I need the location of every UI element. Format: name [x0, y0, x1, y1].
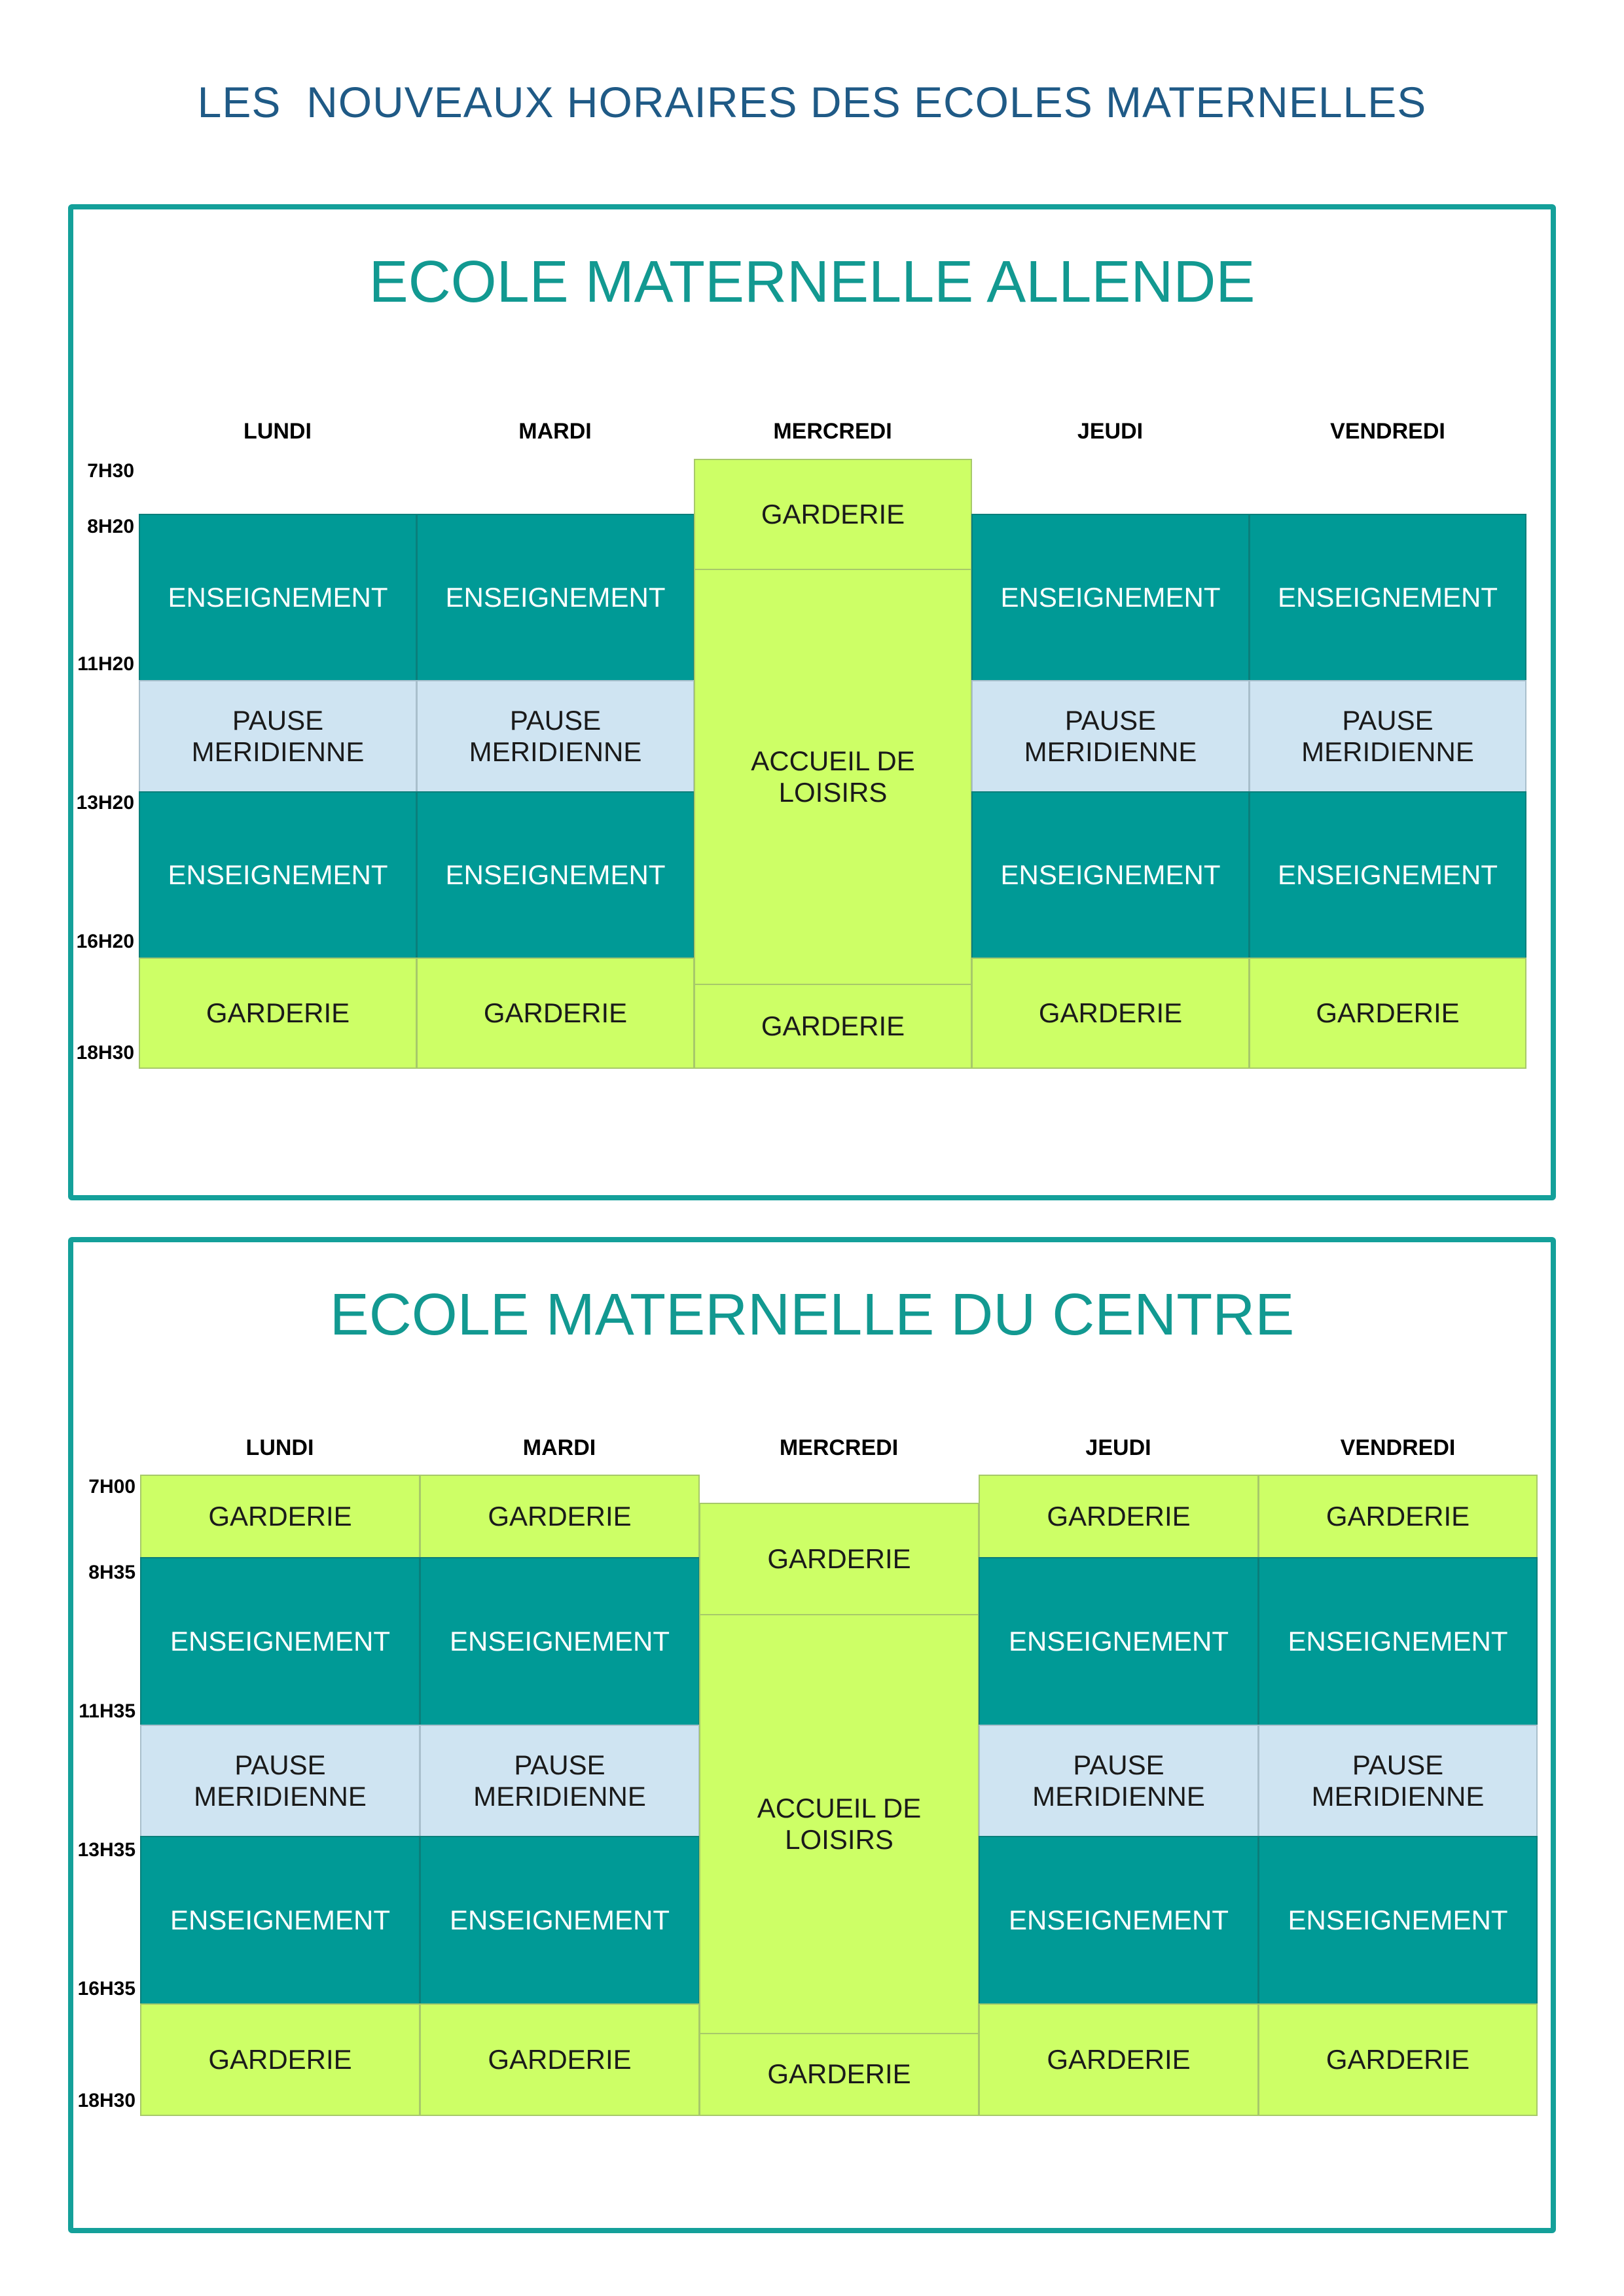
garderie-block: GARDERIE [140, 2003, 420, 2116]
enseignement-block: ENSEIGNEMENT [971, 791, 1250, 959]
garderie-block: GARDERIE [420, 1475, 700, 1558]
day-header-vendredi: VENDREDI [1340, 1435, 1456, 1460]
pause-meridienne-block: PAUSE MERIDIENNE [140, 1725, 420, 1837]
accueil-de-loisirs-block: ACCUEIL DE LOISIRS [694, 569, 972, 985]
school-title: ECOLE MATERNELLE DU CENTRE [329, 1282, 1295, 1348]
garderie-block: GARDERIE [1249, 958, 1526, 1069]
enseignement-block: ENSEIGNEMENT [416, 791, 695, 959]
garderie-block: GARDERIE [416, 958, 695, 1069]
garderie-block: GARDERIE [979, 1475, 1259, 1558]
accueil-de-loisirs-block: ACCUEIL DE LOISIRS [699, 1614, 979, 2034]
enseignement-block: ENSEIGNEMENT [140, 1836, 420, 2005]
time-label: 8H20 [87, 516, 134, 537]
pause-meridienne-block: PAUSE MERIDIENNE [420, 1725, 700, 1837]
garderie-block: GARDERIE [699, 1503, 979, 1615]
time-label: 7H30 [87, 460, 134, 482]
enseignement-block: ENSEIGNEMENT [1249, 514, 1526, 681]
time-label: 16H35 [77, 1978, 135, 2000]
garderie-block: GARDERIE [1258, 2003, 1538, 2116]
garderie-block: GARDERIE [979, 2003, 1259, 2116]
day-header-vendredi: VENDREDI [1330, 419, 1445, 444]
time-label: 8H35 [88, 1562, 135, 1583]
enseignement-block: ENSEIGNEMENT [979, 1836, 1259, 2005]
day-header-mercredi: MERCREDI [779, 1435, 899, 1460]
enseignement-block: ENSEIGNEMENT [1249, 791, 1526, 959]
enseignement-block: ENSEIGNEMENT [420, 1557, 700, 1726]
enseignement-block: ENSEIGNEMENT [971, 514, 1250, 681]
time-label: 18H30 [77, 2090, 135, 2111]
enseignement-block: ENSEIGNEMENT [1258, 1836, 1538, 2005]
pause-meridienne-block: PAUSE MERIDIENNE [1258, 1725, 1538, 1837]
garderie-block: GARDERIE [694, 984, 972, 1069]
page-title: LES NOUVEAUX HORAIRES DES ECOLES MATERNELLES [197, 78, 1427, 126]
day-header-lundi: LUNDI [245, 1435, 314, 1460]
enseignement-block: ENSEIGNEMENT [420, 1836, 700, 2005]
pause-meridienne-block: PAUSE MERIDIENNE [971, 680, 1250, 793]
day-header-lundi: LUNDI [244, 419, 312, 444]
enseignement-block: ENSEIGNEMENT [140, 1557, 420, 1726]
day-header-mercredi: MERCREDI [773, 419, 892, 444]
pause-meridienne-block: PAUSE MERIDIENNE [139, 680, 417, 793]
school-title: ECOLE MATERNELLE ALLENDE [369, 249, 1255, 315]
time-label: 18H30 [76, 1042, 134, 1064]
pause-meridienne-block: PAUSE MERIDIENNE [979, 1725, 1259, 1837]
garderie-block: GARDERIE [971, 958, 1250, 1069]
day-header-mardi: MARDI [518, 419, 592, 444]
pause-meridienne-block: PAUSE MERIDIENNE [416, 680, 695, 793]
garderie-block: GARDERIE [1258, 1475, 1538, 1558]
pause-meridienne-block: PAUSE MERIDIENNE [1249, 680, 1526, 793]
day-header-mardi: MARDI [522, 1435, 596, 1460]
day-header-jeudi: JEUDI [1077, 419, 1144, 444]
garderie-block: GARDERIE [420, 2003, 700, 2116]
garderie-block: GARDERIE [140, 1475, 420, 1558]
garderie-block: GARDERIE [694, 459, 972, 570]
time-label: 11H35 [79, 1700, 135, 1722]
time-label: 16H20 [76, 931, 134, 952]
time-label: 7H00 [88, 1476, 135, 1498]
garderie-block: GARDERIE [699, 2033, 979, 2116]
enseignement-block: ENSEIGNEMENT [416, 514, 695, 681]
time-label: 11H20 [77, 653, 134, 675]
time-label: 13H35 [77, 1839, 135, 1861]
day-header-jeudi: JEUDI [1085, 1435, 1151, 1460]
enseignement-block: ENSEIGNEMENT [139, 514, 417, 681]
time-label: 13H20 [76, 792, 134, 814]
enseignement-block: ENSEIGNEMENT [139, 791, 417, 959]
enseignement-block: ENSEIGNEMENT [1258, 1557, 1538, 1726]
enseignement-block: ENSEIGNEMENT [979, 1557, 1259, 1726]
garderie-block: GARDERIE [139, 958, 417, 1069]
